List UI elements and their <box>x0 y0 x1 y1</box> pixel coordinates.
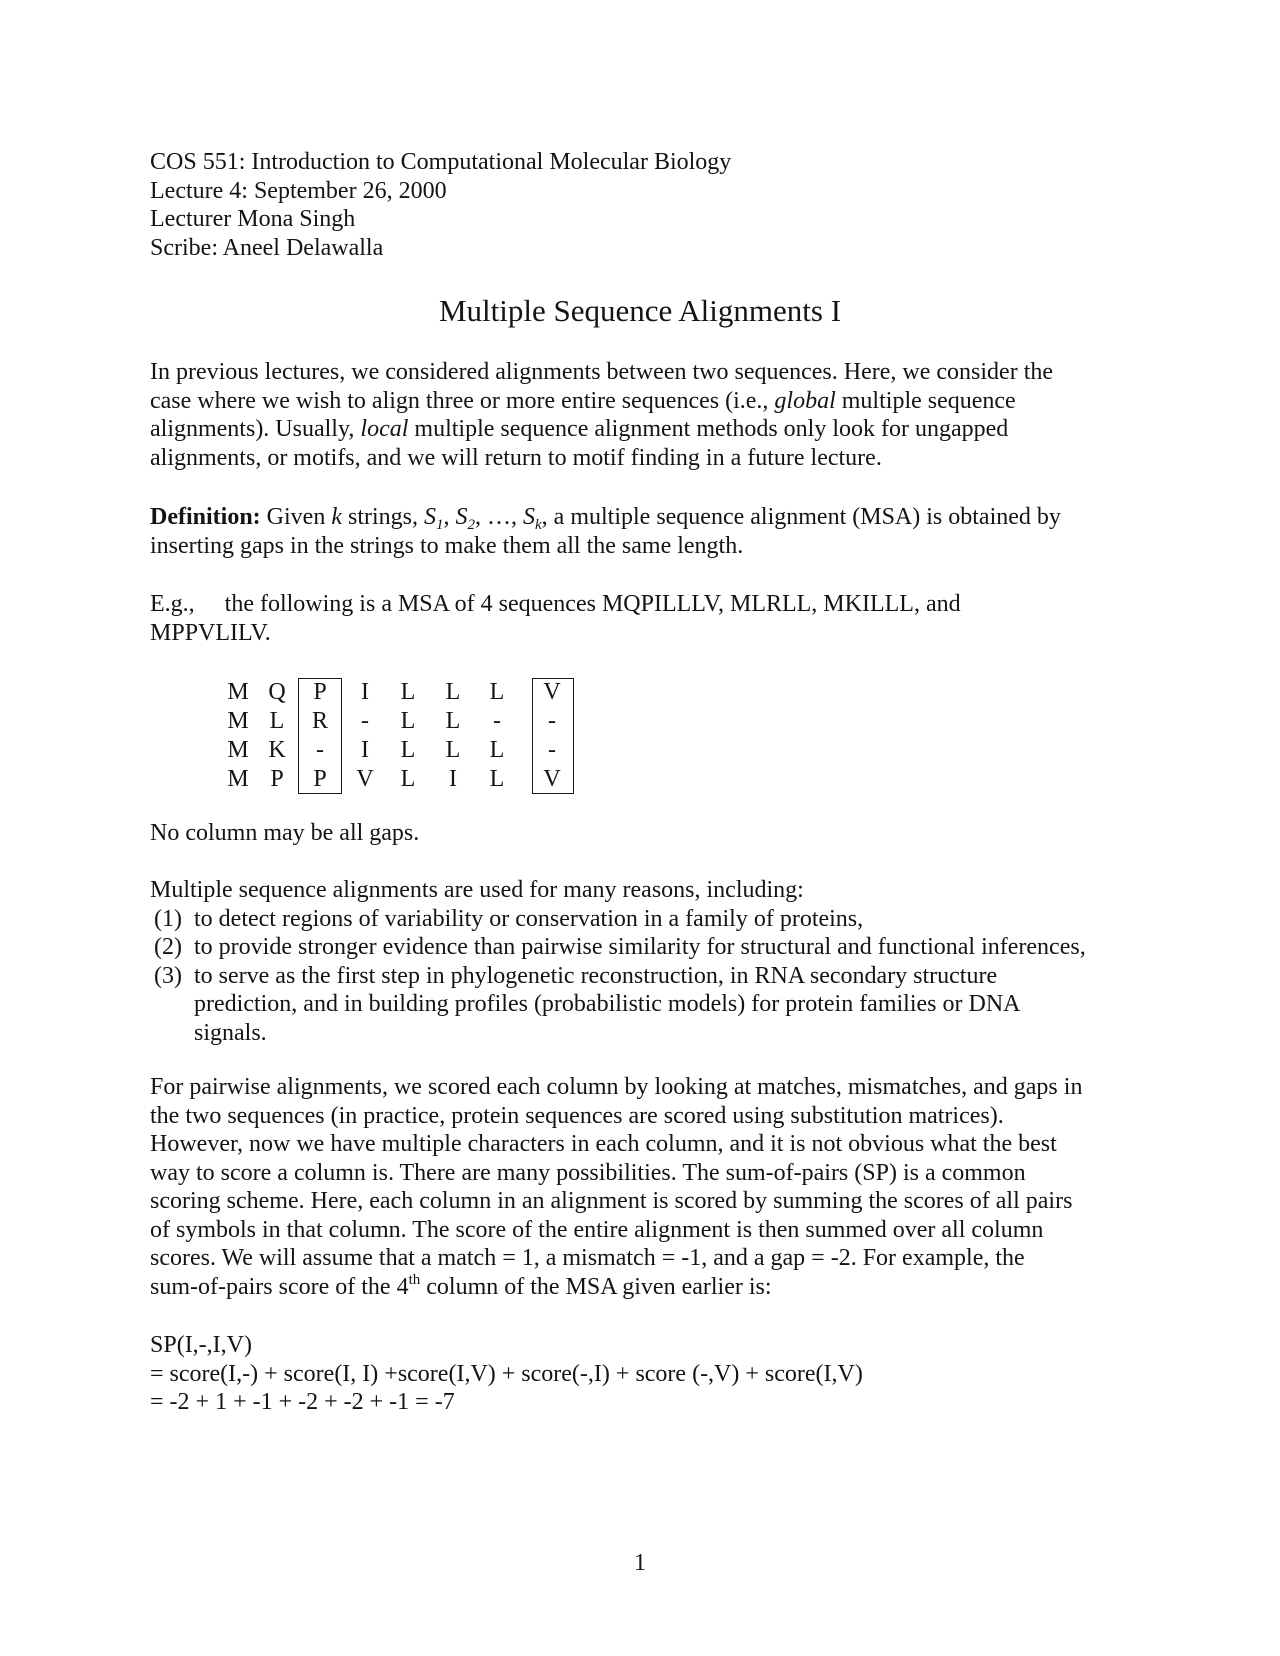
course-line: COS 551: Introduction to Computational Molecular Biology <box>150 149 732 175</box>
msa-cell: Q <box>268 679 286 705</box>
text-line <box>150 415 1150 444</box>
msa-cell: - <box>548 737 556 763</box>
superscript: th <box>408 1271 421 1288</box>
text-span: , <box>443 504 456 530</box>
list-item <box>150 962 1150 991</box>
msa-cell: V <box>543 679 561 705</box>
msa-cell: L <box>445 679 461 705</box>
list-text: to provide stronger evidence than pairwise similarity for structural and functional inferences, <box>194 934 1086 960</box>
emphasis: S <box>455 504 468 530</box>
msa-cell: L <box>445 737 461 763</box>
lecturer-line: Lecturer Mona Singh <box>150 206 356 232</box>
text-line: For pairwise alignments, we scored each column by looking at matches, mismatches, and gaps in <box>150 1074 1083 1100</box>
subscript: 1 <box>436 517 444 533</box>
text-line: No column may be all gaps. <box>150 820 420 846</box>
text-line: alignments, or motifs, and we will return to motif finding in a future lecture. <box>150 444 882 471</box>
msa-cell: I <box>361 737 369 763</box>
text-span: strings, <box>341 504 424 530</box>
msa-cell: M <box>227 708 249 734</box>
list-continuation: prediction, and in building profiles (probabilistic models) for protein families or DNA <box>194 991 1021 1017</box>
msa-cell: L <box>489 766 505 792</box>
lecture-header <box>150 148 1150 262</box>
definition-label: Definition: <box>150 504 261 530</box>
text-span: sum-of-pairs score of the 4 <box>150 1273 409 1300</box>
text-span: alignments). Usually, <box>150 416 361 442</box>
list-item <box>150 933 1150 962</box>
sp-calculation <box>150 1331 1150 1417</box>
msa-cell: L <box>489 737 505 763</box>
subscript: k <box>535 517 542 533</box>
list-number: (3) <box>154 962 182 989</box>
emphasis: S <box>523 504 535 530</box>
intro-paragraph <box>150 358 1150 472</box>
text-line: scoring scheme. Here, each column in an alignment is scored by summing the scores of all pairs <box>150 1188 1073 1214</box>
text-line: Multiple sequence alignments are used for many reasons, including: <box>150 877 804 903</box>
text-line: inserting gaps in the strings to make them all the same length. <box>150 532 744 559</box>
formula-line: = score(I,-) + score(I, I) +score(I,V) + score(-,I) + score (-,V) + score(I,V) <box>150 1360 863 1387</box>
text-line <box>150 503 1150 532</box>
definition-paragraph <box>150 503 1150 560</box>
msa-cell: L <box>489 679 505 705</box>
msa-cell: V <box>543 766 561 792</box>
list-number: (2) <box>154 934 182 960</box>
text-line: way to score a column is. There are many possibilities. The sum-of-pairs (SP) is a common <box>150 1159 1026 1186</box>
list-number: (1) <box>154 905 182 932</box>
scribe-line: Scribe: Aneel Delawalla <box>150 234 384 261</box>
msa-cell: I <box>449 766 457 792</box>
lecture-line: Lecture 4: September 26, 2000 <box>150 177 447 204</box>
msa-cell: L <box>400 766 416 792</box>
page-number: 1 <box>634 1550 646 1576</box>
text-line: of symbols in that column. The score of the entire alignment is then summed over all column <box>150 1216 1044 1243</box>
scoring-paragraph <box>150 1073 1150 1301</box>
emphasis: k <box>331 504 342 530</box>
msa-cell: L <box>400 679 416 705</box>
text-line: In previous lectures, we considered alignments between two sequences. Here, we consider the <box>150 359 1054 385</box>
msa-cell: - <box>548 708 556 734</box>
msa-cell: - <box>493 708 501 734</box>
msa-cell: M <box>227 737 249 763</box>
emphasis: local <box>360 416 409 442</box>
formula-line: SP(I,-,I,V) <box>150 1332 252 1358</box>
msa-cell: I <box>361 679 369 705</box>
msa-alignment-grid <box>222 678 582 794</box>
msa-cell: L <box>269 708 285 734</box>
list-item <box>150 905 1150 934</box>
text-line: scores. We will assume that a match = 1, a mismatch = -1, and a gap = -2. For example, the <box>150 1245 1025 1271</box>
subscript: 2 <box>467 517 475 533</box>
text-line: However, now we have multiple characters in each column, and it is not obvious what the best <box>150 1131 1057 1157</box>
text-span: , a multiple sequence alignment (MSA) is obtained by <box>541 504 1061 530</box>
emphasis: global <box>774 387 836 414</box>
text-line <box>150 387 1150 416</box>
page-title: Multiple Sequence Alignments I <box>438 293 842 328</box>
msa-cell: V <box>356 766 374 792</box>
formula-line: = -2 + 1 + -1 + -2 + -2 + -1 = -7 <box>150 1389 455 1415</box>
msa-cell: M <box>227 766 249 792</box>
msa-cell: - <box>361 708 369 734</box>
list-text: to detect regions of variability or conservation in a family of proteins, <box>194 905 864 932</box>
msa-cell: K <box>268 737 286 763</box>
gap-rule <box>150 819 1150 848</box>
text-span: multiple sequence alignment methods only look for ungapped <box>408 416 1009 442</box>
msa-cell: L <box>400 737 416 763</box>
text-line: MPPVLILV. <box>150 619 271 646</box>
msa-cell: P <box>270 766 284 792</box>
example-paragraph <box>150 590 1150 647</box>
text-span: multiple sequence <box>835 387 1016 414</box>
msa-cell: R <box>311 708 328 734</box>
text-line: E.g., the following is a MSA of 4 sequences MQPILLLV, MLRLL, MKILLL, and <box>150 591 961 617</box>
text-span: , …, <box>475 504 523 530</box>
list-continuation: signals. <box>194 1019 267 1046</box>
uses-paragraph <box>150 876 1150 1047</box>
text-span: case where we wish to align three or more entire sequences (i.e., <box>150 387 775 414</box>
msa-cell: P <box>313 679 327 705</box>
msa-cell: M <box>227 679 249 705</box>
text-line: the two sequences (in practice, protein sequences are scored using substitution matrices). <box>150 1102 1004 1129</box>
text-span: column of the MSA given earlier is: <box>420 1273 772 1300</box>
text-line <box>150 1273 1150 1302</box>
text-span: Given <box>260 504 332 530</box>
msa-cell: P <box>313 766 327 792</box>
msa-cell: L <box>445 708 461 734</box>
emphasis: S <box>424 504 436 530</box>
msa-cell: L <box>400 708 416 734</box>
list-text: to serve as the first step in phylogenetic reconstruction, in RNA secondary structure <box>194 962 998 989</box>
msa-cell: - <box>316 737 324 763</box>
